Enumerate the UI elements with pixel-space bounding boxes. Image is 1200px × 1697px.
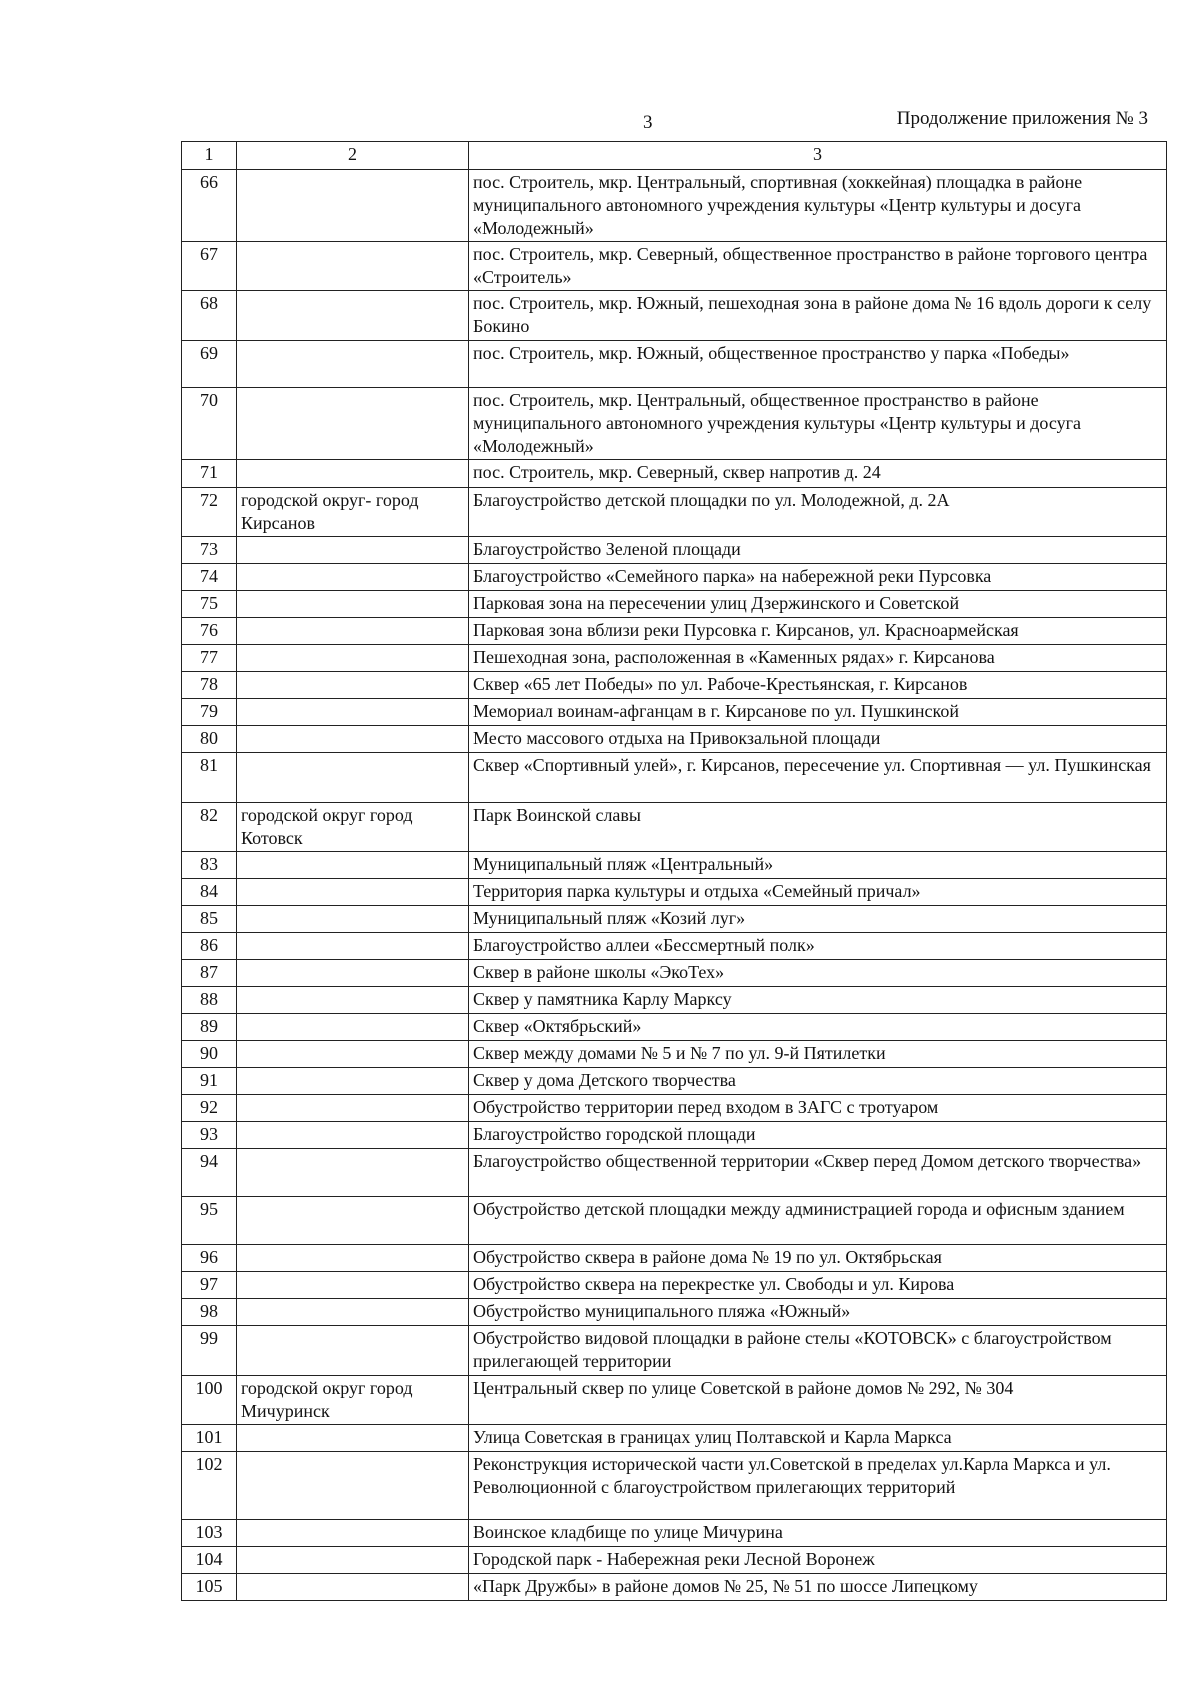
district-name	[237, 699, 469, 726]
row-number: 102	[182, 1452, 237, 1520]
table-row	[182, 852, 1167, 879]
table-row	[182, 1197, 1167, 1245]
table-row	[182, 591, 1167, 618]
territory-description: Сквер «65 лет Победы» по ул. Рабоче-Крестьянская, г. Кирсанов	[469, 672, 1167, 699]
row-number: 99	[182, 1326, 237, 1376]
district-name	[237, 1520, 469, 1547]
table-row	[182, 1425, 1167, 1452]
district-name	[237, 537, 469, 564]
row-number: 90	[182, 1041, 237, 1068]
territory-description: Сквер в районе школы «ЭкоТех»	[469, 960, 1167, 987]
district-name	[237, 1326, 469, 1376]
row-number: 88	[182, 987, 237, 1014]
territory-description: Территория парка культуры и отдыха «Семейный причал»	[469, 879, 1167, 906]
row-number: 73	[182, 537, 237, 564]
row-number: 82	[182, 803, 237, 852]
row-number: 96	[182, 1245, 237, 1272]
table-row	[182, 170, 1167, 242]
row-number: 83	[182, 852, 237, 879]
table-row	[182, 1068, 1167, 1095]
territory-description: Обустройство территории перед входом в ЗАГС с тротуаром	[469, 1095, 1167, 1122]
row-number: 78	[182, 672, 237, 699]
table-row	[182, 242, 1167, 291]
territory-description: пос. Строитель, мкр. Северный, сквер напротив д. 24	[469, 460, 1167, 488]
row-number: 67	[182, 242, 237, 291]
district-name	[237, 341, 469, 388]
territory-description: Благоустройство «Семейного парка» на набережной реки Пурсовка	[469, 564, 1167, 591]
row-number: 81	[182, 753, 237, 803]
district-name	[237, 460, 469, 488]
territories-table	[181, 141, 1167, 1601]
row-number: 93	[182, 1122, 237, 1149]
territory-description: Городской парк - Набережная реки Лесной Воронеж	[469, 1547, 1167, 1574]
territory-description: Благоустройство Зеленой площади	[469, 537, 1167, 564]
district-name	[237, 1299, 469, 1326]
territory-description: Парк Воинской славы	[469, 803, 1167, 852]
district-name	[237, 726, 469, 753]
territory-description: Муниципальный пляж «Центральный»	[469, 852, 1167, 879]
row-number: 70	[182, 388, 237, 460]
table-row	[182, 1547, 1167, 1574]
row-number: 97	[182, 1272, 237, 1299]
row-number: 86	[182, 933, 237, 960]
district-name	[237, 879, 469, 906]
territory-description: Сквер у дома Детского творчества	[469, 1068, 1167, 1095]
territory-description: пос. Строитель, мкр. Южный, общественное пространство у парка «Победы»	[469, 341, 1167, 388]
table-row	[182, 341, 1167, 388]
table-row	[182, 1326, 1167, 1376]
territory-description: Улица Советская в границах улиц Полтавской и Карла Маркса	[469, 1425, 1167, 1452]
row-number: 91	[182, 1068, 237, 1095]
table-row	[182, 291, 1167, 341]
row-number: 66	[182, 170, 237, 242]
table-row	[182, 488, 1167, 537]
row-number: 101	[182, 1425, 237, 1452]
territory-description: Парковая зона на пересечении улиц Дзержинского и Советской	[469, 591, 1167, 618]
row-number: 85	[182, 906, 237, 933]
territory-description: Благоустройство городской площади	[469, 1122, 1167, 1149]
table-row	[182, 460, 1167, 488]
district-name	[237, 1452, 469, 1520]
table-row	[182, 1574, 1167, 1601]
row-number: 75	[182, 591, 237, 618]
table-row	[182, 1014, 1167, 1041]
row-number: 76	[182, 618, 237, 645]
territory-description: Сквер у памятника Карлу Марксу	[469, 987, 1167, 1014]
row-number: 80	[182, 726, 237, 753]
row-number: 87	[182, 960, 237, 987]
territory-description: Сквер «Спортивный улей», г. Кирсанов, пересечение ул. Спортивная — ул. Пушкинская	[469, 753, 1167, 803]
row-number: 69	[182, 341, 237, 388]
district-name: городской округ город Мичуринск	[237, 1376, 469, 1425]
row-number: 105	[182, 1574, 237, 1601]
table-row	[182, 672, 1167, 699]
row-number: 104	[182, 1547, 237, 1574]
column-header-2: 2	[237, 142, 469, 170]
district-name	[237, 1574, 469, 1601]
district-name	[237, 388, 469, 460]
row-number: 72	[182, 488, 237, 537]
table-row	[182, 1520, 1167, 1547]
row-number: 100	[182, 1376, 237, 1425]
table-row	[182, 987, 1167, 1014]
row-number: 95	[182, 1197, 237, 1245]
territory-description: Воинское кладбище по улице Мичурина	[469, 1520, 1167, 1547]
territory-description: Пешеходная зона, расположенная в «Каменных рядах» г. Кирсанова	[469, 645, 1167, 672]
row-number: 92	[182, 1095, 237, 1122]
territory-description: Благоустройство общественной территории «Сквер перед Домом детского творчества»	[469, 1149, 1167, 1197]
territory-description: Сквер между домами № 5 и № 7 по ул. 9-й Пятилетки	[469, 1041, 1167, 1068]
table-row	[182, 803, 1167, 852]
district-name	[237, 1425, 469, 1452]
table-row	[182, 537, 1167, 564]
row-number: 89	[182, 1014, 237, 1041]
district-name	[237, 1014, 469, 1041]
territory-description: Обустройство сквера в районе дома № 19 по ул. Октябрьская	[469, 1245, 1167, 1272]
column-header-1: 1	[182, 142, 237, 170]
district-name	[237, 564, 469, 591]
district-name	[237, 1272, 469, 1299]
row-number: 68	[182, 291, 237, 341]
territory-description: пос. Строитель, мкр. Центральный, общественное пространство в районе муниципального автономного учреждения культуры «Центр культуры и досуга «Молодежный»	[469, 388, 1167, 460]
district-name	[237, 1068, 469, 1095]
table-row	[182, 1299, 1167, 1326]
table-row	[182, 933, 1167, 960]
territory-description: Благоустройство детской площадки по ул. Молодежной, д. 2А	[469, 488, 1167, 537]
table-row	[182, 1041, 1167, 1068]
district-name	[237, 645, 469, 672]
district-name	[237, 933, 469, 960]
column-header-3: 3	[469, 142, 1167, 170]
territory-description: Обустройство муниципального пляжа «Южный»	[469, 1299, 1167, 1326]
district-name	[237, 242, 469, 291]
table-header-row	[182, 142, 1167, 170]
table-row	[182, 1272, 1167, 1299]
district-name	[237, 1041, 469, 1068]
district-name	[237, 987, 469, 1014]
territory-description: Сквер «Октябрьский»	[469, 1014, 1167, 1041]
table-row	[182, 564, 1167, 591]
table-row	[182, 753, 1167, 803]
district-name	[237, 672, 469, 699]
district-name	[237, 1095, 469, 1122]
territory-description: Благоустройство аллеи «Бессмертный полк»	[469, 933, 1167, 960]
territory-description: пос. Строитель, мкр. Южный, пешеходная зона в районе дома № 16 вдоль дороги к селу Бокино	[469, 291, 1167, 341]
table-row	[182, 699, 1167, 726]
territory-description: Мемориал воинам-афганцам в г. Кирсанове по ул. Пушкинской	[469, 699, 1167, 726]
territory-description: пос. Строитель, мкр. Центральный, спортивная (хоккейная) площадка в районе муниципального автономного учреждения культуры «Центр культуры и досуга «Молодежный»	[469, 170, 1167, 242]
table-row	[182, 1452, 1167, 1520]
district-name	[237, 852, 469, 879]
row-number: 94	[182, 1149, 237, 1197]
table-row	[182, 726, 1167, 753]
row-number: 84	[182, 879, 237, 906]
row-number: 98	[182, 1299, 237, 1326]
territory-description: Обустройство сквера на перекрестке ул. Свободы и ул. Кирова	[469, 1272, 1167, 1299]
table-row	[182, 960, 1167, 987]
territory-description: Обустройство детской площадки между администрацией города и офисным зданием	[469, 1197, 1167, 1245]
page-number: 3	[643, 112, 653, 133]
table-row	[182, 1149, 1167, 1197]
territory-description: Место массового отдыха на Привокзальной площади	[469, 726, 1167, 753]
table-row	[182, 1122, 1167, 1149]
row-number: 74	[182, 564, 237, 591]
table-row	[182, 1245, 1167, 1272]
district-name	[237, 1197, 469, 1245]
district-name	[237, 1149, 469, 1197]
territory-description: «Парк Дружбы» в районе домов № 25, № 51 по шоссе Липецкому	[469, 1574, 1167, 1601]
district-name	[237, 1122, 469, 1149]
territory-description: пос. Строитель, мкр. Северный, общественное пространство в районе торгового центра «Строитель»	[469, 242, 1167, 291]
district-name	[237, 618, 469, 645]
table-row	[182, 879, 1167, 906]
appendix-continuation-label: Продолжение приложения № 3	[896, 108, 1148, 129]
table-row	[182, 388, 1167, 460]
district-name	[237, 1245, 469, 1272]
table-row	[182, 906, 1167, 933]
table-row	[182, 645, 1167, 672]
table-row	[182, 618, 1167, 645]
territory-description: Парковая зона вблизи реки Пурсовка г. Кирсанов, ул. Красноармейская	[469, 618, 1167, 645]
territory-description: Муниципальный пляж «Козий луг»	[469, 906, 1167, 933]
district-name	[237, 1547, 469, 1574]
district-name	[237, 960, 469, 987]
territory-description: Центральный сквер по улице Советской в районе домов № 292, № 304	[469, 1376, 1167, 1425]
district-name	[237, 170, 469, 242]
district-name: городской округ- город Кирсанов	[237, 488, 469, 537]
district-name	[237, 291, 469, 341]
district-name: городской округ город Котовск	[237, 803, 469, 852]
table-row	[182, 1095, 1167, 1122]
row-number: 71	[182, 460, 237, 488]
table-row	[182, 1376, 1167, 1425]
territory-description: Обустройство видовой площадки в районе стелы «КОТОВСК» с благоустройством прилегающей территории	[469, 1326, 1167, 1376]
district-name	[237, 753, 469, 803]
district-name	[237, 591, 469, 618]
row-number: 103	[182, 1520, 237, 1547]
territory-description: Реконструкция исторической части ул.Советской в пределах ул.Карла Маркса и ул. Революционной с благоустройством прилегающих территорий	[469, 1452, 1167, 1520]
row-number: 77	[182, 645, 237, 672]
district-name	[237, 906, 469, 933]
row-number: 79	[182, 699, 237, 726]
